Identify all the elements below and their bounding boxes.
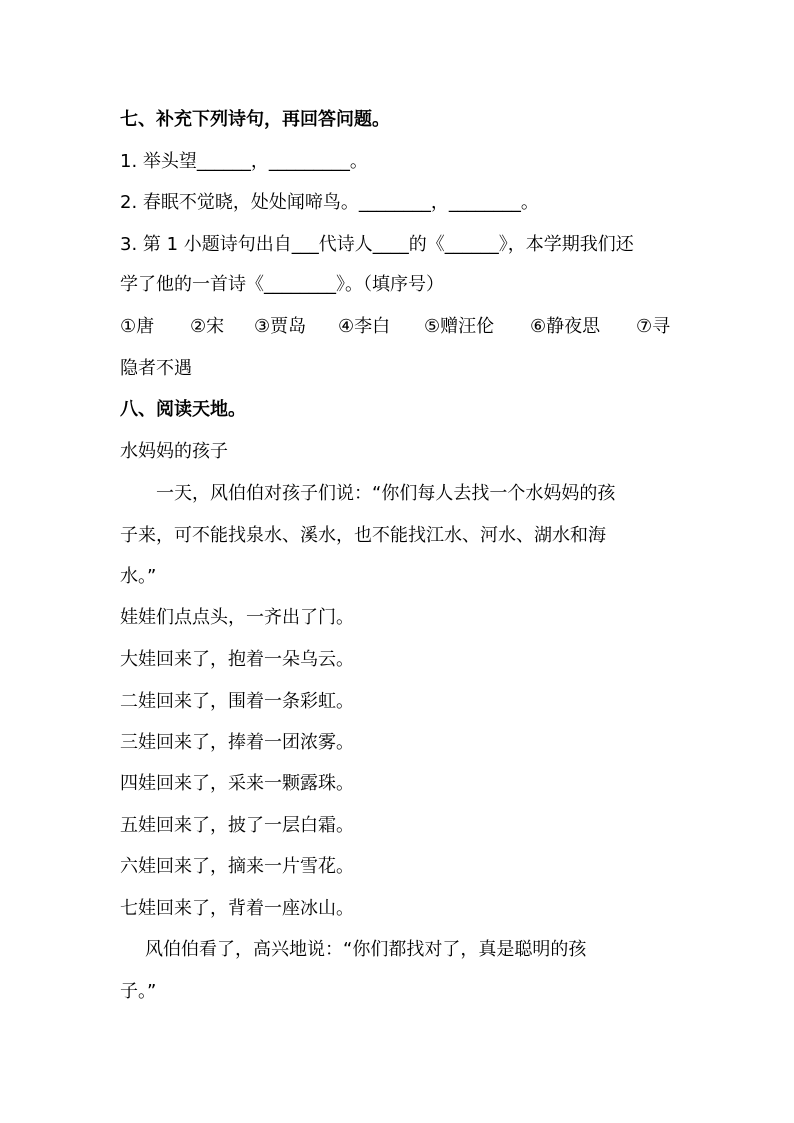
section-8-title: 八、阅读天地。 bbox=[120, 399, 246, 420]
question-2: 2. 春眠不觉晓，处处闻啼鸟。________，________。 bbox=[120, 192, 539, 213]
story-title: 水妈妈的孩子 bbox=[120, 441, 228, 462]
story-line: 五娃回来了，披了一层白霜。 bbox=[120, 815, 354, 836]
story-line: 二娃回来了，围着一条彩虹。 bbox=[120, 691, 354, 712]
answer-options-continued: 隐者不遇 bbox=[120, 358, 192, 379]
question-3-line-1: 3. 第 1 小题诗句出自___代诗人____的《______》，本学期我们还 bbox=[120, 234, 634, 255]
question-1: 1. 举头望______，_________。 bbox=[120, 151, 368, 172]
story-line: 大娃回来了，抱着一朵乌云。 bbox=[120, 649, 354, 670]
option-2: ②宋 bbox=[190, 316, 225, 337]
story-line: 三娃回来了，捧着一团浓雾。 bbox=[120, 732, 354, 753]
story-line: 娃娃们点点头，一齐出了门。 bbox=[120, 607, 354, 628]
story-line: 七娃回来了，背着一座冰山。 bbox=[120, 898, 354, 919]
story-line: 六娃回来了，摘来一片雪花。 bbox=[120, 856, 354, 877]
paragraph-1-line-2: 子来，可不能找泉水、溪水，也不能找江水、河水、湖水和海 bbox=[120, 525, 606, 546]
option-3: ③贾岛 bbox=[254, 316, 307, 337]
paragraph-1-line-3: 水。” bbox=[120, 566, 157, 587]
section-7-title: 七、补充下列诗句，再回答问题。 bbox=[120, 109, 390, 130]
story-line: 四娃回来了，采来一颗露珠。 bbox=[120, 773, 354, 794]
final-paragraph-line-2: 子。” bbox=[120, 981, 157, 1002]
option-6: ⑥静夜思 bbox=[530, 316, 601, 337]
answer-options bbox=[120, 315, 680, 339]
paragraph-1-line-1: 一天，风伯伯对孩子们说：“你们每人去找一个水妈妈的孩 bbox=[156, 483, 616, 504]
option-5: ⑤赠汪伦 bbox=[424, 316, 495, 337]
option-4: ④李白 bbox=[338, 316, 391, 337]
final-paragraph-line-1: 风伯伯看了，高兴地说：“你们都找对了，真是聪明的孩 bbox=[145, 939, 587, 960]
option-1: ①唐 bbox=[120, 316, 155, 337]
question-3-line-2: 学了他的一首诗《________》。（填序号） bbox=[120, 274, 444, 295]
option-7: ⑦寻 bbox=[636, 316, 671, 337]
